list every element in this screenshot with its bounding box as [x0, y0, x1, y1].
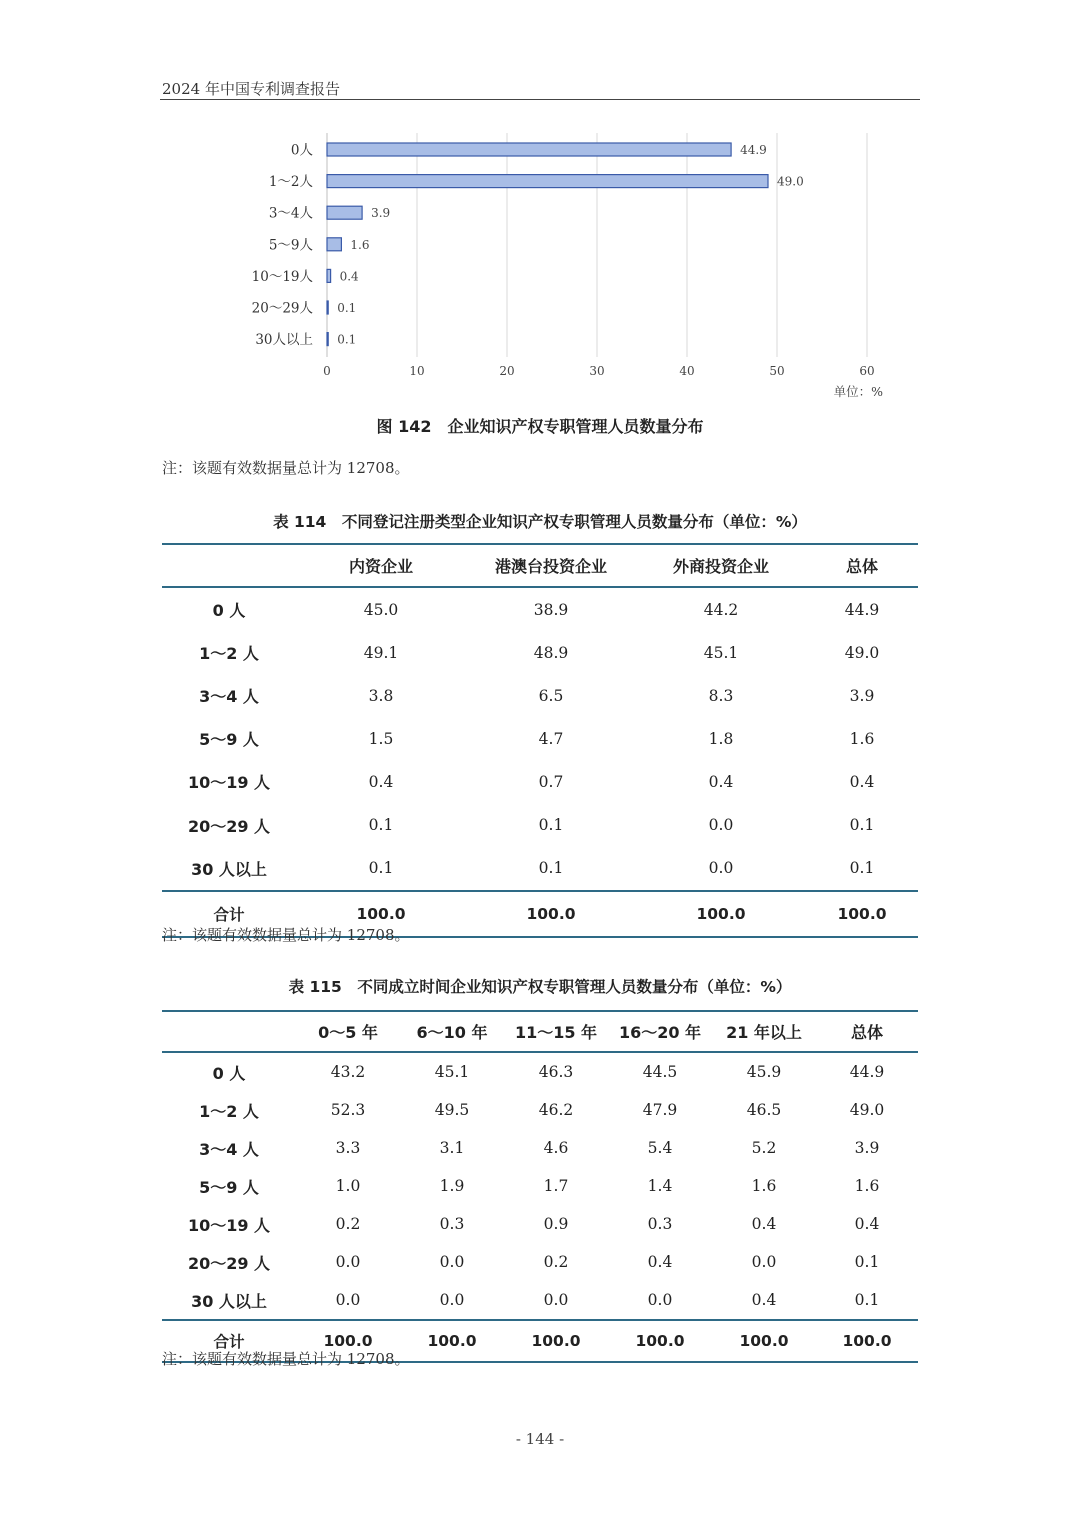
category-label: 1～2人 [268, 174, 313, 191]
x-tick-label: 40 [679, 364, 695, 378]
bar [327, 175, 768, 188]
row-label: 5～9 人 [199, 730, 259, 750]
category-label: 3～4人 [268, 205, 313, 222]
table-cell: 1.7 [543, 1177, 569, 1195]
table-cell: 3.1 [439, 1139, 465, 1157]
table-cell: 0.4 [854, 1215, 880, 1233]
table-115 [162, 1010, 918, 1363]
category-label: 0人 [290, 142, 313, 159]
x-tick-label: 60 [859, 364, 875, 378]
bar-chart [230, 125, 910, 410]
table-cell: 4.7 [538, 729, 564, 748]
table-cell: 0.4 [751, 1291, 777, 1309]
data-label: 3.9 [371, 206, 391, 221]
table-cell: 0.3 [647, 1215, 673, 1233]
table-cell: 3.8 [368, 686, 394, 705]
table-cell: 0.1 [849, 816, 875, 835]
table-cell: 1.5 [368, 729, 394, 748]
table-cell: 0.1 [854, 1253, 880, 1271]
total-cell: 100.0 [427, 1332, 477, 1350]
table-cell: 0.4 [751, 1215, 777, 1233]
total-cell: 100.0 [526, 904, 576, 923]
table-row [162, 803, 918, 846]
column-header: 总体 [845, 557, 878, 576]
total-cell: 100.0 [635, 1332, 685, 1350]
table-cell: 48.9 [533, 643, 569, 662]
table-cell: 1.9 [439, 1177, 465, 1195]
table-cell: 0.4 [368, 772, 394, 791]
table-cell: 0.2 [543, 1253, 569, 1271]
table-115-caption: 表 115 不同成立时间企业知识产权专职管理人员数量分布（单位：%） [288, 978, 792, 996]
row-label: 5～9 人 [199, 1177, 259, 1197]
table-114-caption: 表 114 不同登记注册类型企业知识产权专职管理人员数量分布（单位：%） [273, 513, 807, 531]
total-cell: 100.0 [531, 1332, 581, 1350]
table-cell: 38.9 [533, 600, 569, 619]
x-tick-label: 50 [769, 364, 785, 378]
table-cell: 0.4 [708, 772, 734, 791]
table-cell: 49.0 [844, 643, 880, 662]
table-cell: 44.9 [849, 1063, 885, 1081]
table-row [162, 631, 918, 674]
column-header [162, 1011, 296, 1052]
table-row [162, 847, 918, 891]
table-cell: 45.9 [746, 1063, 782, 1081]
column-header [162, 544, 296, 587]
table-row [162, 760, 918, 803]
row-label: 3～4 人 [199, 687, 259, 707]
table-row [162, 1243, 918, 1281]
x-tick-label: 20 [499, 364, 515, 378]
table-cell: 8.3 [708, 686, 734, 705]
table-cell: 0.4 [849, 772, 875, 791]
data-label: 0.1 [337, 332, 357, 347]
table-cell: 0.3 [439, 1215, 465, 1233]
table-cell: 3.3 [335, 1139, 361, 1157]
category-label: 10～19人 [251, 268, 313, 285]
table-header-row [162, 1011, 918, 1052]
data-label: 0.1 [337, 301, 357, 315]
bar [327, 206, 362, 219]
table-cell: 1.0 [335, 1177, 361, 1195]
total-cell: 100.0 [323, 1332, 373, 1350]
bar [327, 238, 341, 251]
table-header-row [162, 544, 918, 587]
table-114 [162, 543, 918, 938]
bar [327, 301, 328, 314]
table-cell: 47.9 [642, 1101, 678, 1119]
table-cell: 0.1 [538, 816, 564, 835]
row-label: 30 人以上 [191, 1291, 267, 1311]
table-cell: 1.8 [708, 729, 734, 748]
table-cell: 49.5 [434, 1101, 470, 1119]
data-label: 44.9 [740, 143, 767, 157]
total-cell: 100.0 [842, 1332, 892, 1350]
table-cell: 0.0 [708, 816, 734, 835]
table-cell: 49.1 [363, 643, 399, 662]
table-cell: 45.1 [703, 643, 739, 662]
table-cell: 44.2 [703, 600, 739, 619]
table-cell: 3.9 [849, 686, 875, 705]
table-cell: 0.4 [647, 1253, 673, 1271]
table-cell: 0.0 [751, 1253, 777, 1271]
table-cell: 44.5 [642, 1063, 678, 1081]
table-cell: 6.5 [538, 686, 564, 705]
table-cell: 4.6 [543, 1139, 569, 1157]
column-header: 总体 [850, 1023, 883, 1042]
table-row [162, 674, 918, 717]
column-header: 港澳台投资企业 [494, 557, 607, 576]
table-row [162, 1205, 918, 1243]
table-cell: 44.9 [844, 600, 880, 619]
total-cell: 100.0 [356, 904, 406, 923]
x-tick-label: 0 [323, 364, 331, 378]
table-cell: 5.2 [751, 1139, 777, 1157]
row-label: 10～19 人 [187, 1215, 271, 1235]
table-cell: 46.2 [538, 1101, 574, 1119]
bar [327, 143, 731, 156]
total-label: 合计 [213, 1333, 245, 1351]
column-header: 11～15 年 [514, 1023, 598, 1042]
table-cell: 1.6 [849, 729, 875, 748]
x-tick-label: 30 [589, 364, 605, 378]
total-cell: 100.0 [837, 904, 887, 923]
row-label: 20～29 人 [187, 1253, 271, 1273]
data-label: 1.6 [350, 237, 370, 252]
table-cell: 52.3 [330, 1101, 366, 1119]
figure-note: 注：该题有效数据量总计为 12708。 [162, 459, 410, 477]
column-header: 外商投资企业 [672, 557, 769, 576]
table-cell: 0.0 [708, 859, 734, 878]
column-header: 6～10 年 [416, 1023, 488, 1042]
table-cell: 0.9 [543, 1215, 569, 1233]
table-row [162, 1281, 918, 1320]
table-cell: 0.0 [439, 1253, 465, 1271]
table-row [162, 717, 918, 760]
table-114-note: 注：该题有效数据量总计为 12708。 [162, 926, 410, 944]
unit-label: 单位：% [833, 384, 883, 399]
category-label: 5～9人 [268, 237, 313, 254]
bar [327, 333, 328, 346]
table-cell: 0.0 [335, 1291, 361, 1309]
table-row [162, 1167, 918, 1205]
row-label: 1～2 人 [199, 644, 259, 664]
table-cell: 0.1 [368, 859, 394, 878]
table-cell: 0.7 [538, 772, 564, 791]
table-cell: 46.5 [746, 1101, 782, 1119]
table-cell: 1.6 [751, 1177, 777, 1195]
row-label: 30 人以上 [191, 859, 267, 879]
category-label: 20～29人 [251, 300, 313, 317]
table-cell: 1.6 [854, 1177, 880, 1195]
row-label: 0 人 [212, 601, 246, 621]
table-cell: 0.0 [335, 1253, 361, 1271]
page-number: - 144 - [515, 1430, 565, 1448]
table-cell: 0.2 [335, 1215, 361, 1233]
row-label: 0 人 [212, 1063, 246, 1083]
x-tick-label: 10 [409, 364, 425, 378]
table-115-note: 注：该题有效数据量总计为 12708。 [162, 1350, 410, 1368]
column-header: 21 年以上 [726, 1023, 802, 1042]
figure-caption: 图 142 企业知识产权专职管理人员数量分布 [376, 417, 704, 436]
table-cell: 45.1 [434, 1063, 470, 1081]
data-label: 49.0 [777, 174, 804, 189]
column-header: 0～5 年 [318, 1023, 378, 1042]
table-cell: 45.0 [363, 600, 399, 619]
page-header-title: 2024 年中国专利调查报告 [162, 80, 340, 98]
table-cell: 0.1 [368, 816, 394, 835]
row-label: 10～19 人 [187, 773, 271, 793]
total-cell: 100.0 [696, 904, 746, 923]
table-cell: 0.0 [543, 1291, 569, 1309]
row-label: 3～4 人 [199, 1139, 259, 1159]
table-row [162, 587, 918, 631]
table-cell: 0.1 [854, 1291, 880, 1309]
table-cell: 0.1 [538, 859, 564, 878]
table-cell: 0.0 [647, 1291, 673, 1309]
column-header: 16～20 年 [618, 1023, 702, 1042]
table-cell: 3.9 [854, 1139, 880, 1157]
total-cell: 100.0 [739, 1332, 789, 1350]
table-cell: 5.4 [647, 1139, 673, 1157]
table-cell: 46.3 [538, 1063, 574, 1081]
table-cell: 1.4 [647, 1177, 673, 1195]
table-cell: 0.0 [439, 1291, 465, 1309]
total-label: 合计 [213, 905, 245, 924]
table-cell: 49.0 [849, 1101, 885, 1119]
table-row [162, 1052, 918, 1091]
table-cell: 0.1 [849, 859, 875, 878]
row-label: 20～29 人 [187, 816, 271, 836]
row-label: 1～2 人 [199, 1101, 259, 1121]
column-header: 内资企业 [348, 557, 413, 576]
table-row [162, 1129, 918, 1167]
table-row [162, 1091, 918, 1129]
header-divider [160, 99, 920, 100]
category-label: 30人以上 [255, 332, 313, 349]
data-label: 0.4 [339, 269, 359, 284]
table-cell: 43.2 [330, 1063, 366, 1081]
bar [327, 269, 331, 282]
